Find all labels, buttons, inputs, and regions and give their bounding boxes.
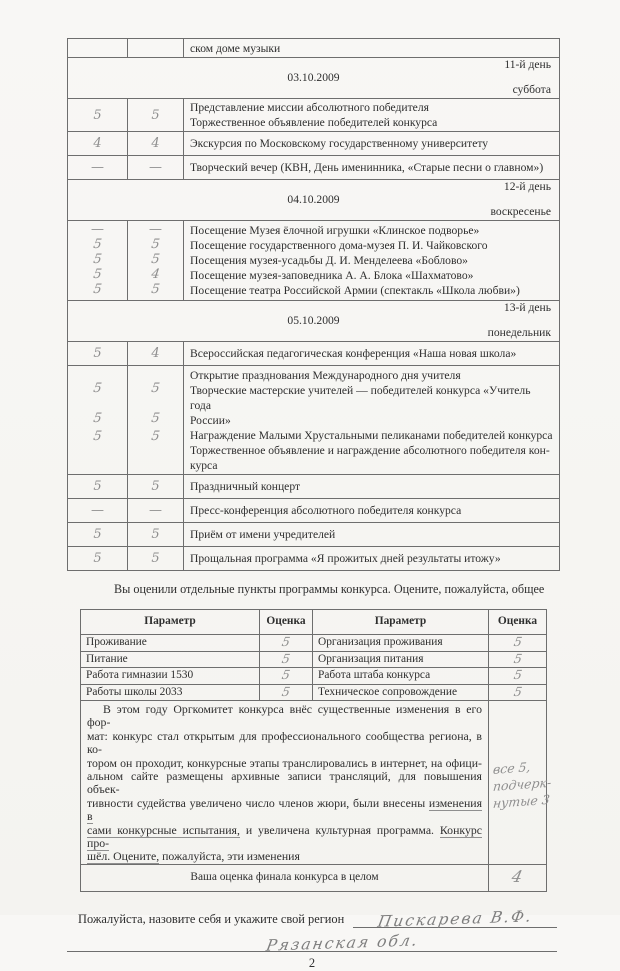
parameter-label: Техническое сопровождение <box>313 684 489 701</box>
parameter-label: Организация питания <box>313 651 489 668</box>
score-cell <box>128 366 184 475</box>
day-number: 13-й день <box>503 301 551 315</box>
handwritten-score: 5 <box>150 282 161 297</box>
table-row-celebration <box>68 366 560 475</box>
score-cell <box>128 156 184 180</box>
column-header: Оценка <box>260 610 313 635</box>
handwritten-score: 5 <box>280 650 292 666</box>
handwritten-score: 5 <box>150 429 161 444</box>
handwritten-score: 5 <box>150 411 161 426</box>
score-cell <box>68 99 128 132</box>
paragraph-text: мат: конкурс стал открытым для профессионального сообщества региона, в ко- <box>87 728 482 757</box>
handwritten-score: 5 <box>512 667 523 682</box>
handwritten-score: 4 <box>510 866 525 886</box>
score-cell <box>260 635 313 652</box>
parameter-label: Проживание <box>81 635 260 652</box>
notes-row <box>81 701 547 865</box>
handwritten-score: 5 <box>150 237 161 252</box>
day-date: 03.10.2009 <box>287 70 340 84</box>
score-cell <box>68 156 128 180</box>
ratings-table <box>80 609 553 892</box>
score-cell <box>128 342 184 366</box>
table-row <box>68 499 560 523</box>
handwritten-score: — <box>91 160 104 175</box>
event-text: ском доме музыки <box>184 39 560 58</box>
table-row <box>68 547 560 571</box>
handwritten-note: нутые 3 <box>492 791 551 811</box>
day-weekday: понедельник <box>487 326 551 340</box>
score-cell <box>489 635 547 652</box>
score-cell <box>489 668 547 685</box>
event-text: Представление миссии абсолютного победителя Торжественное объявление победителей конкурса <box>184 99 560 132</box>
handwritten-score: — <box>89 222 106 237</box>
score-cell <box>489 684 547 701</box>
score-cell <box>68 475 128 499</box>
handwritten-score: 5 <box>150 252 161 267</box>
handwritten-signature: Пискарева В.Ф. <box>376 907 535 931</box>
region-prompt-label: Пожалуйста, назовите себя и укажите свой регион <box>78 911 345 926</box>
score-cell <box>68 547 128 571</box>
handwritten-score: 5 <box>92 282 103 297</box>
handwritten-score: 5 <box>150 381 161 396</box>
score-cell <box>128 523 184 547</box>
paragraph-text: пожалуйста, эти изменения <box>159 849 300 864</box>
score-cell <box>68 499 128 523</box>
day-header-11 <box>68 58 560 99</box>
event-text: Праздничный концерт <box>184 475 560 499</box>
event-text: Всероссийская педагогическая конференция «Наша новая школа» <box>184 342 560 366</box>
handwritten-score: 5 <box>93 107 102 123</box>
handwritten-score: 5 <box>92 252 103 267</box>
signature-field <box>353 907 557 931</box>
day-number: 11-й день <box>504 58 551 72</box>
table-row <box>68 132 560 156</box>
region-field <box>67 930 557 955</box>
score-cell <box>128 221 184 301</box>
paragraph-text: тивности судейства увеличено число членов жюри, были внесены <box>87 795 429 810</box>
handwritten-score: — <box>149 160 162 175</box>
parameter-label: Питание <box>81 651 260 668</box>
handwritten-score: 5 <box>280 634 292 649</box>
handwritten-score: 4 <box>151 346 160 361</box>
paragraph-text: В этом году Оргкомитет конкурса внёс существенные изменения в его фор- <box>87 702 482 730</box>
handwritten-score: 5 <box>512 634 523 649</box>
table-row-excursions <box>68 221 560 301</box>
table-row <box>68 342 560 366</box>
day-header-12 <box>68 180 560 221</box>
parameter-label: Работы школы 2033 <box>81 684 260 701</box>
handwritten-score: 5 <box>93 527 102 542</box>
handwritten-score: 5 <box>92 411 103 426</box>
handwritten-score: 5 <box>512 650 523 666</box>
handwritten-score: 5 <box>92 381 103 396</box>
score-cell <box>128 499 184 523</box>
score-cell <box>68 523 128 547</box>
event-text: Пресс-конференция абсолютного победителя конкурса <box>184 499 560 523</box>
event-text: Прощальная программа «Я прожитых дней результаты итожу» <box>184 547 560 571</box>
handwritten-score: 5 <box>512 683 523 699</box>
final-score-label: Ваша оценка финала конкурса в целом <box>81 864 489 891</box>
event-text: Открытие празднования Международного дня учителя Творческие мастерские учителей — победителей конкурса «Учитель года России» Награждение Малыми Хрустальными пеликанами победителей конкурса Торжественное объявление и награждение абсолютного победителя кон- курса <box>184 366 560 475</box>
handwritten-score: 5 <box>92 237 103 252</box>
handwritten-score: 5 <box>151 107 160 123</box>
handwritten-score: — <box>147 222 164 237</box>
score-cell <box>260 651 313 668</box>
score-cell <box>68 366 128 475</box>
handwritten-note: подчерк- <box>492 774 553 794</box>
score-cell <box>68 221 128 301</box>
handwritten-score: 4 <box>93 136 102 151</box>
final-score-row <box>81 864 547 891</box>
handwritten-note: все 5, <box>492 759 532 777</box>
handwritten-score: 5 <box>93 551 102 566</box>
score-cell <box>489 651 547 668</box>
handwritten-score: 5 <box>280 667 292 682</box>
score-cell <box>128 475 184 499</box>
underlined-text: шёл. Оцените, <box>87 849 160 864</box>
score-cell <box>68 342 128 366</box>
score-cell <box>128 99 184 132</box>
score-cell-empty <box>128 39 184 58</box>
score-cell <box>128 547 184 571</box>
underlined-text: Конкурс про- <box>87 822 482 851</box>
parameter-label: Работа штаба конкурса <box>313 668 489 685</box>
handwritten-score: 5 <box>92 429 103 444</box>
event-text: Творческий вечер (КВН, День именинника, «Старые песни о главном») <box>184 156 560 180</box>
handwritten-score: 4 <box>150 267 161 282</box>
handwritten-score: 4 <box>151 136 160 151</box>
score-cell <box>489 864 547 891</box>
underlined-text: сами конкурсные испытания, <box>87 822 240 837</box>
handwritten-score: 5 <box>151 551 160 566</box>
day-weekday: воскресенье <box>490 205 551 219</box>
intro-sentence: Вы оценили отдельные пункты программы конкурса. Оцените, пожалуйста, общее <box>114 582 545 596</box>
day-date: 04.10.2009 <box>287 192 340 206</box>
table-row-carryover <box>68 39 560 58</box>
score-cell <box>260 684 313 701</box>
event-text: Приём от имени учредителей <box>184 523 560 547</box>
event-text: Экскурсия по Московскому государственному университету <box>184 132 560 156</box>
table-row <box>81 651 547 668</box>
handwritten-score: 5 <box>280 683 292 699</box>
page-number: 2 <box>308 955 316 970</box>
column-header: Оценка <box>489 610 547 635</box>
paragraph-text: альном сайте размещены архивные записи трансляций, для повышения объек- <box>87 769 482 797</box>
handwritten-score: 5 <box>92 267 103 282</box>
day-number: 12-й день <box>503 180 551 194</box>
score-cell-empty <box>68 39 128 58</box>
table-row <box>68 475 560 499</box>
handwritten-score: 5 <box>151 527 160 542</box>
table-row <box>68 156 560 180</box>
table-row <box>81 635 547 652</box>
handwritten-region: Рязанская обл. <box>264 931 421 955</box>
day-weekday: суббота <box>512 83 551 97</box>
score-cell <box>260 668 313 685</box>
scanned-questionnaire-page <box>0 38 620 970</box>
parameter-label: Организация проживания <box>313 635 489 652</box>
day-date: 05.10.2009 <box>287 313 340 327</box>
region-prompt-row <box>78 907 620 931</box>
event-text: Посещение Музея ёлочной игрушки «Клинское подворье» Посещение государственного дома-музея П. И. Чайковского Посещения музея-усадьбы Д. И. Менделеева «Боблово» Посещение музея-заповедника А. А. Блока «Шахматово» Посещение театра Российской Армии (спектакль «Школа любви») <box>184 221 560 301</box>
handwritten-score: — <box>149 503 162 518</box>
handwritten-score: — <box>91 503 104 518</box>
paragraph-text: и увеличена культурная программа. <box>239 822 440 837</box>
parameter-label: Работа гимназии 1530 <box>81 668 260 685</box>
margin-note <box>489 701 553 865</box>
handwritten-score: 5 <box>93 346 102 361</box>
notes-paragraph <box>81 701 489 865</box>
table-row <box>81 668 547 685</box>
day-header-13 <box>68 301 560 342</box>
table-row <box>68 523 560 547</box>
column-header: Параметр <box>81 610 260 635</box>
paragraph-text: тором он проходит, конкурсные этапы транслировались в интернет, на офици- <box>87 755 482 770</box>
score-cell <box>68 132 128 156</box>
table-row <box>68 99 560 132</box>
table-row <box>81 684 547 701</box>
score-cell <box>128 132 184 156</box>
ratings-header-row <box>81 610 547 635</box>
handwritten-score: 5 <box>151 479 160 494</box>
schedule-table <box>67 38 560 571</box>
column-header: Параметр <box>313 610 489 635</box>
underlined-text: изменения в <box>87 795 482 824</box>
handwritten-score: 5 <box>93 479 102 494</box>
